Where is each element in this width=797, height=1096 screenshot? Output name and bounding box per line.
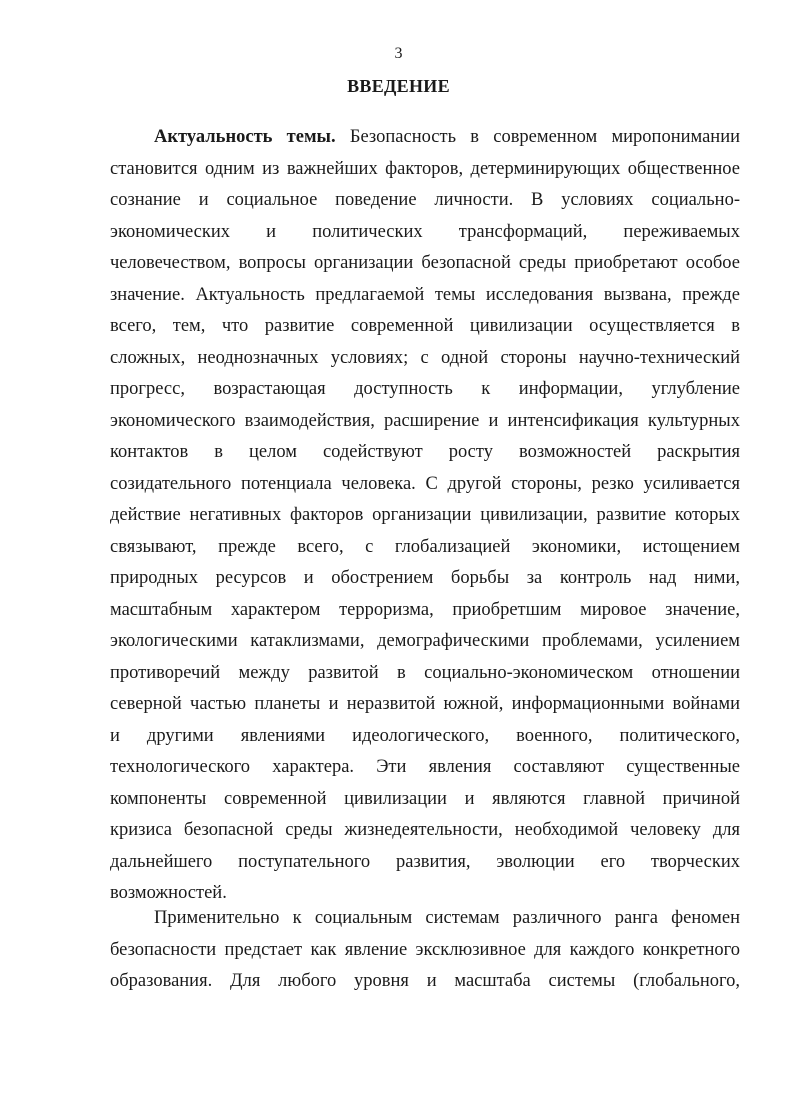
text-line: созидательного потенциала человека. С другой стороны, резко усиливается <box>110 473 740 494</box>
text-line: безопасности предстает как явление эксклюзивное для каждого конкретного <box>110 939 740 960</box>
text-line: сознание и социальное поведение личности. В условиях социально- <box>110 190 740 210</box>
text-line: противоречий между развитой в социально-экономическом отношении <box>110 662 740 683</box>
text-line: образования. Для любого уровня и масштаба системы (глобального, <box>110 971 740 991</box>
lead-phrase: Актуальность темы. <box>154 127 336 147</box>
text-line: природных ресурсов и обострением борьбы за контроль над ними, <box>110 568 740 588</box>
text-line: кризиса безопасной среды жизнедеятельности, необходимой человеку для <box>110 820 740 840</box>
text-line: технологического характера. Эти явления составляют существенные <box>110 757 740 777</box>
text-line: экономического взаимодействия, расширение и интенсификация культурных <box>110 410 740 431</box>
text-line: связывают, прежде всего, с глобализацией экономики, истощением <box>110 536 740 557</box>
text-line: становится одним из важнейших факторов, детерминирующих общественное <box>110 158 740 179</box>
text-line <box>110 122 740 154</box>
text-line: масштабным характером терроризма, приобретшим мировое значение, <box>110 599 740 620</box>
text-line: экологическими катаклизмами, демографическими проблемами, усилением <box>110 631 740 651</box>
text-line: всего, тем, что развитие современной цивилизации осуществляется в <box>110 316 740 336</box>
text-line-content: Применительно к социальным системам различного ранга феномен <box>154 908 740 928</box>
text-line: компоненты современной цивилизации и являются главной причиной <box>110 788 740 809</box>
text-line: значение. Актуальность предлагаемой темы исследования вызвана, прежде <box>110 284 740 305</box>
text-line: и другими явлениями идеологического, военного, политического, <box>110 725 740 746</box>
text-line: экономических и политических трансформаций, переживаемых <box>110 221 740 242</box>
text-line: возможностей. <box>110 883 227 903</box>
text-line: сложных, неоднозначных условиях; с одной стороны научно-технический <box>110 347 740 368</box>
paragraph-relevance <box>110 122 740 910</box>
text-line-content: Безопасность в современном миропонимании <box>335 127 740 147</box>
text-line: действие негативных факторов организации цивилизации, развитие которых <box>110 505 740 525</box>
paragraph-security-phenomenon <box>110 903 740 998</box>
text-line: человечеством, вопросы организации безопасной среды приобретают особое <box>110 253 740 273</box>
text-line: прогресс, возрастающая доступность к информации, углубление <box>110 379 740 399</box>
text-line: дальнейшего поступательного развития, эволюции его творческих <box>110 851 740 872</box>
text-line: северной частью планеты и неразвитой южной, информационными войнами <box>110 694 740 714</box>
text-line: контактов в целом содействуют росту возможностей раскрытия <box>110 442 740 462</box>
section-heading: ВВЕДЕНИЕ <box>347 76 450 96</box>
page-number: 3 <box>394 45 403 62</box>
text-line <box>110 903 740 935</box>
